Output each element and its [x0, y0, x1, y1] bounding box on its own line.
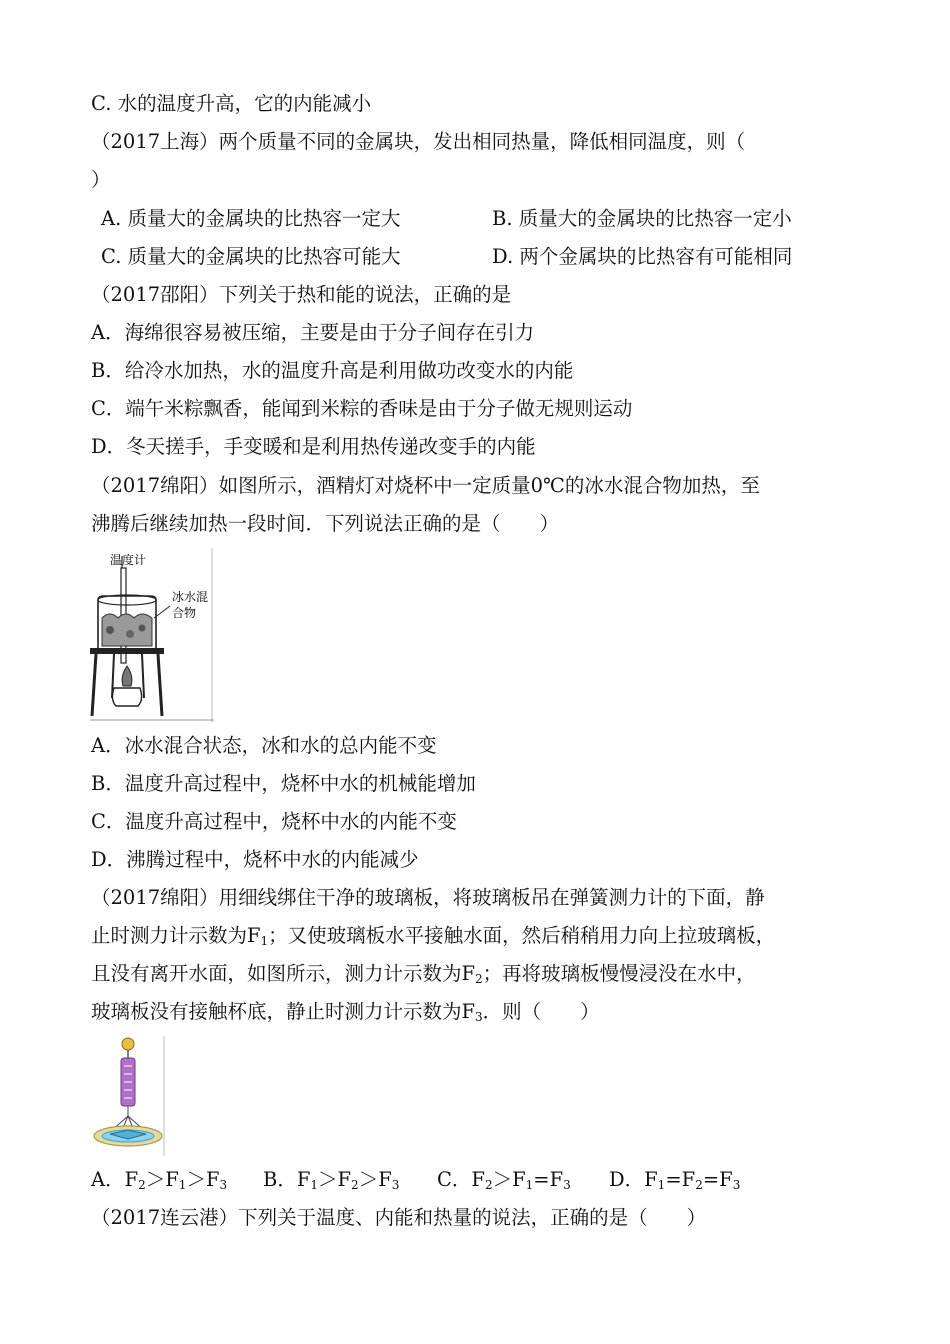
- q2-stem: （2017邵阳）下列关于热和能的说法，正确的是: [91, 283, 512, 306]
- q1-option-c: C. 质量大的金属块的比热容可能大: [101, 245, 401, 268]
- q4-stem-line1: （2017绵阳）用细线绑住干净的玻璃板，将玻璃板吊在弹簧测力计的下面，静: [91, 886, 765, 909]
- q0-option-c: C. 水的温度升高，它的内能减小: [91, 92, 372, 115]
- q5-stem: （2017连云港）下列关于温度、内能和热量的说法，正确的是（ ）: [91, 1206, 707, 1229]
- q1-stem-line1: （2017上海）两个质量不同的金属块，发出相同热量，降低相同温度，则（: [91, 130, 746, 153]
- spring-scale-diagram: [90, 1036, 166, 1156]
- q3-option-a: A．冰水混合状态，冰和水的总内能不变: [91, 734, 437, 757]
- q4-stem-line2: 止时测力计示数为$F_1$；又使玻璃板水平接触水面，然后稍稍用力向上拉玻璃板，: [91, 924, 776, 948]
- q3-stem-line1: （2017绵阳）如图所示，酒精灯对烧杯中一定质量0℃的冰水混合物加热，至: [91, 474, 760, 497]
- q3-option-b: B．温度升高过程中，烧杯中水的机械能增加: [91, 772, 476, 795]
- q3-option-d: D．沸腾过程中，烧杯中水的内能减少: [91, 848, 419, 871]
- q2-option-c: C．端午米粽飘香，能闻到米粽的香味是由于分子做无规则运动: [91, 397, 633, 420]
- q2-option-d: D．冬天搓手，手变暖和是利用热传递改变手的内能: [91, 435, 536, 458]
- q4-stem-line3: 且没有离开水面，如图所示，测力计示数为$F_2$；再将玻璃板慢慢浸没在水中，: [91, 962, 756, 986]
- q3-stem-line2: 沸腾后继续加热一段时间．下列说法正确的是（ ）: [91, 512, 560, 535]
- q1-option-d: D. 两个金属块的比热容有可能相同: [492, 245, 793, 268]
- mixture-label-1: 冰水混: [172, 590, 209, 604]
- q2-option-a: A．海绵很容易被压缩，主要是由于分子间存在引力: [91, 321, 535, 344]
- mixture-label-2: 合物: [172, 606, 197, 620]
- q3-option-c: C．温度升高过程中，烧杯中水的内能不变: [91, 810, 457, 833]
- thermometer-label: 温度计: [110, 553, 147, 567]
- q1-stem-line2: ）: [91, 168, 111, 191]
- q4-option-a: A．$F_2>F_1>F_3$: [91, 1168, 228, 1192]
- spring-scale-figure: [90, 1036, 166, 1156]
- q4-option-b: B．$F_1>F_2>F_3$: [263, 1168, 400, 1192]
- q2-option-b: B．给冷水加热，水的温度升高是利用做功改变水的内能: [91, 359, 574, 382]
- q4-stem-line4: 玻璃板没有接触杯底，静止时测力计示数为$F_3$．则（ ）: [91, 1000, 600, 1024]
- beaker-figure: [90, 548, 214, 722]
- q4-option-d: D．$F_1=F_2=F_3$: [609, 1168, 741, 1192]
- q4-option-c: C．$F_2>F_1=F_3$: [437, 1168, 571, 1192]
- q1-option-a: A. 质量大的金属块的比热容一定大: [101, 207, 401, 230]
- beaker-diagram: [90, 548, 214, 722]
- q1-option-b: B. 质量大的金属块的比热容一定小: [492, 207, 792, 230]
